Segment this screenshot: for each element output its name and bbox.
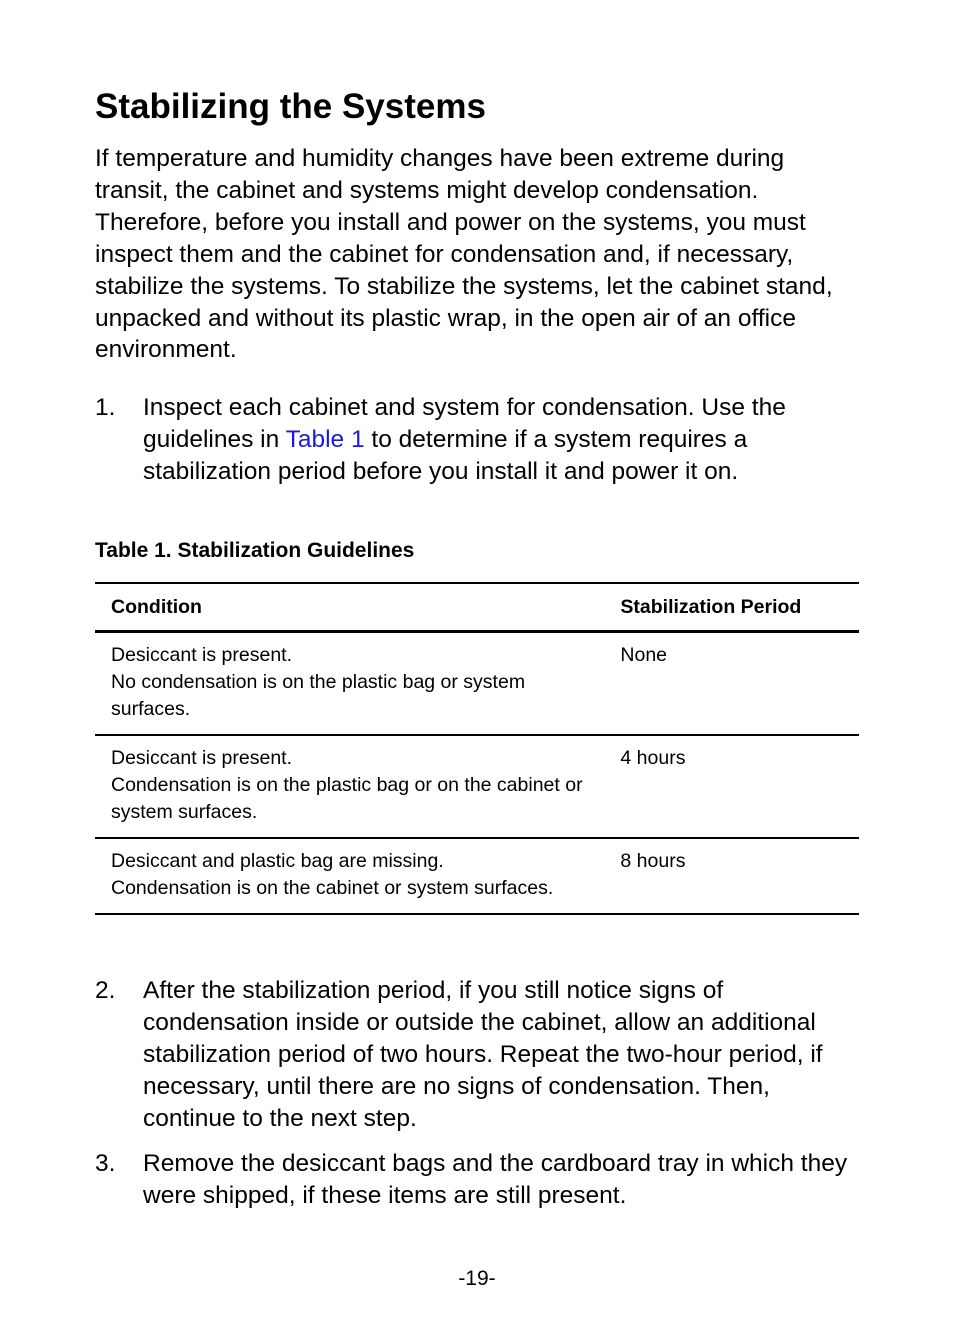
condition-cell: [95, 632, 604, 736]
condition-line: Desiccant is present.: [111, 644, 292, 666]
step-text: Remove the desiccant bags and the cardboard tray in which they were shipped, if these items are still present.: [143, 1150, 848, 1209]
condition-cell: [95, 735, 604, 838]
column-header-condition: Condition: [95, 583, 604, 632]
table-row: [95, 838, 859, 914]
step-text-after-link: to determine if a system requires a stabilization period before you install it and power it on.: [143, 425, 748, 485]
condition-line: Desiccant is present.: [111, 747, 292, 769]
condition-line: Condensation is on the cabinet or system surfaces.: [111, 877, 554, 899]
table-row: [95, 632, 859, 736]
period-cell: None: [604, 632, 859, 736]
step-text: After the stabilization period, if you still notice signs of condensation inside or outside the cabinet, allow an additional stabilization period of two hours. Repeat the two-hour period, if necessary, until there are no signs of condensation. Then, continue to the next step.: [143, 977, 823, 1132]
step-number: 1.: [95, 394, 116, 421]
condition-line: Condensation is on the plastic bag or on the cabinet or system surfaces.: [111, 774, 583, 823]
condition-cell: [95, 838, 604, 914]
step-number: 2.: [95, 977, 116, 1004]
list-item-step-3: [95, 1148, 859, 1212]
page-number: -19-: [458, 1267, 496, 1290]
table-caption: Table 1. Stabilization Guidelines: [95, 539, 415, 562]
table-1-link[interactable]: Table 1: [285, 425, 365, 453]
list-item-step-1: [95, 392, 859, 488]
stabilization-guidelines-table: [95, 582, 859, 915]
condition-line: Desiccant and plastic bag are missing.: [111, 850, 444, 872]
condition-line: No condensation is on the plastic bag or system surfaces.: [111, 671, 526, 720]
step-text-before-link: Inspect each cabinet and system for condensation. Use the guidelines in: [143, 394, 786, 453]
step-text: [143, 392, 859, 488]
period-cell: 4 hours: [604, 735, 859, 838]
intro-paragraph: If temperature and humidity changes have been extreme during transit, the cabinet and systems might develop condensation. Therefore, before you install and power on the systems, you must inspect them and the cabinet for condensation and, if necessary, stabilize the systems. To stabilize the systems, let the cabinet stand, unpacked and without its plastic wrap, in the open air of an office environment.: [95, 145, 833, 364]
table-header-row: [95, 583, 859, 632]
period-cell: 8 hours: [604, 838, 859, 914]
step-number: 3.: [95, 1150, 116, 1177]
column-header-stabilization-period: Stabilization Period: [604, 583, 859, 632]
table-row: [95, 735, 859, 838]
list-item-step-2: [95, 975, 859, 1135]
page-title: Stabilizing the Systems: [95, 87, 486, 126]
